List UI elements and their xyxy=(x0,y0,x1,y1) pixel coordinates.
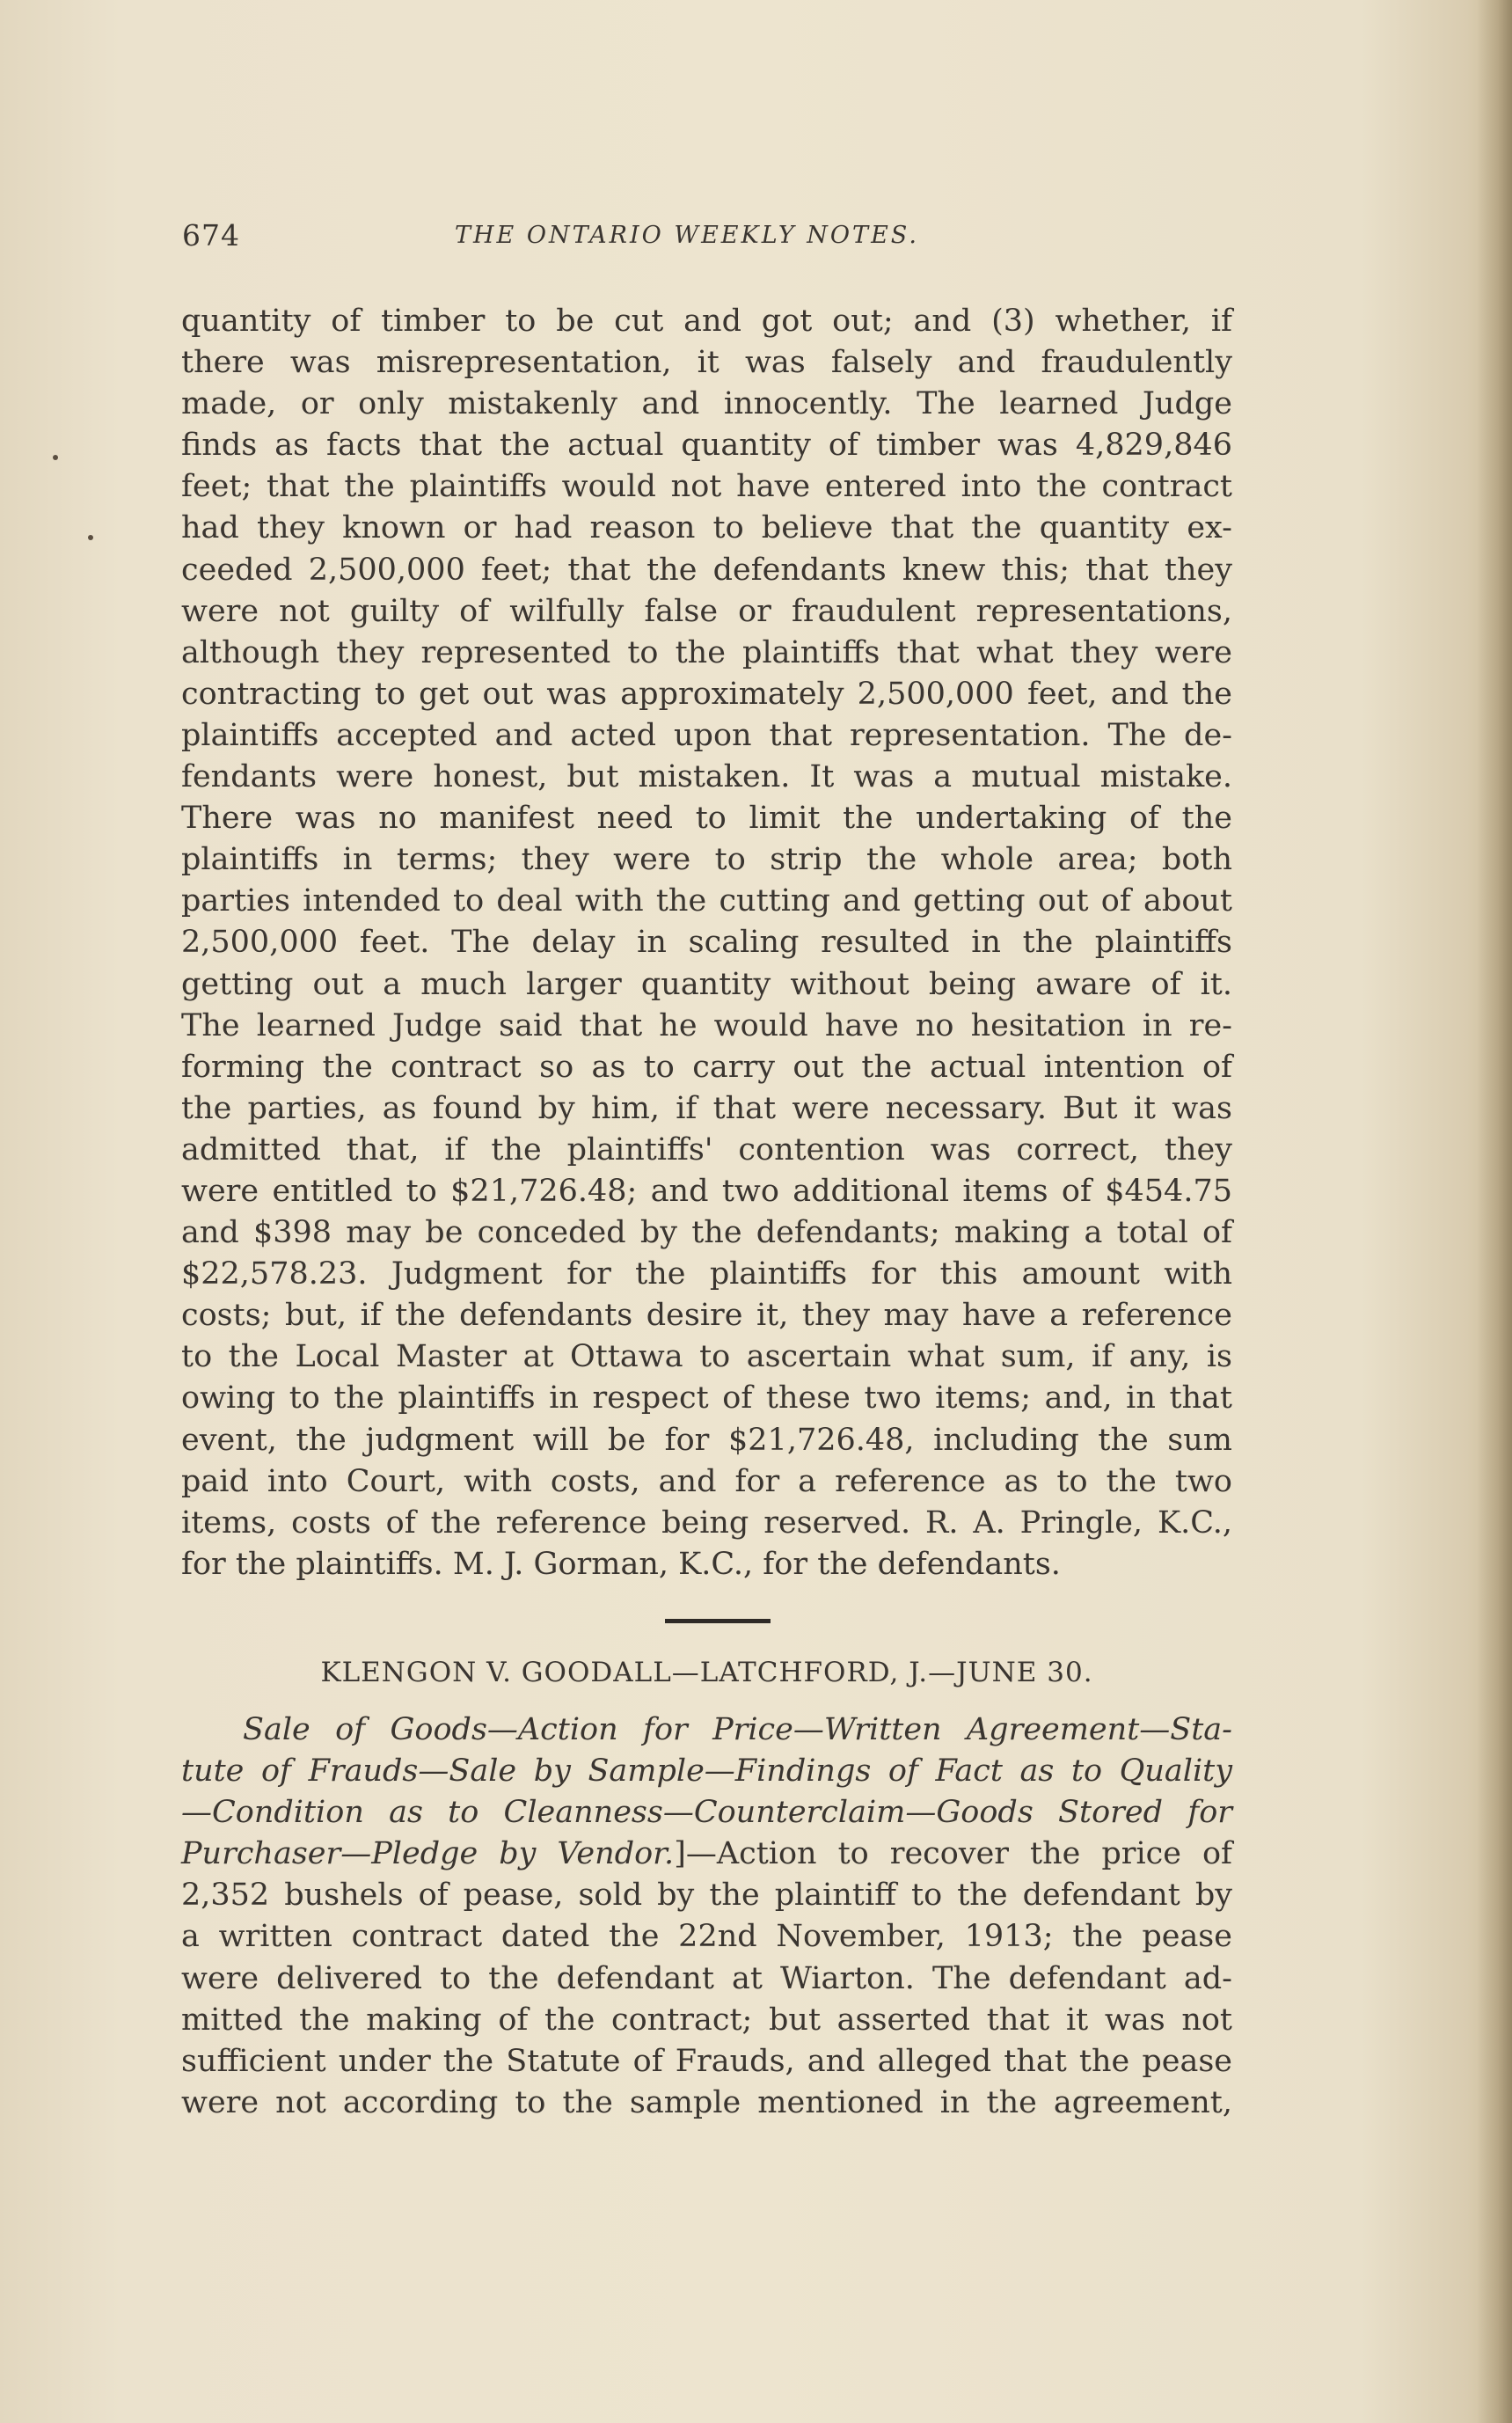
text-line: owing to the plaintiffs in respect of these two items; and, in that xyxy=(181,1380,1232,1416)
text-line: the parties, as found by him, if that were necessary. But it was xyxy=(181,1090,1232,1126)
case-roman-text: 2,352 bushels of pease, sold by the plaintiff to the defendant by xyxy=(181,1878,1232,1914)
text-line: plaintiffs in terms; they were to strip the whole area; both xyxy=(181,842,1232,878)
text-line: were not guilty of wilfully false or fraudulent representations, xyxy=(181,593,1232,629)
case-heading: KLENGON V. GOODALL—LATCHFORD, J.—JUNE 30. xyxy=(320,1657,1093,1688)
case-text-line xyxy=(181,1751,1232,1792)
text-line: there was misrepresentation, it was falsely and fraudulently xyxy=(181,345,1232,381)
text-line: for the plaintiffs. M. J. Gorman, K.C., for the defendants. xyxy=(181,1546,1061,1582)
text-line: parties intended to deal with the cutting and getting out of about xyxy=(181,883,1232,919)
case-roman-text: sufficient under the Statute of Frauds, and alleged that the pease xyxy=(181,2043,1232,2079)
text-line: 2,500,000 feet. The delay in scaling resulted in the plaintiffs xyxy=(181,925,1232,961)
text-line: and $398 may be conceded by the defendants; making a total of xyxy=(181,1215,1232,1251)
case-roman-text: a written contract dated the 22nd November, 1913; the pease xyxy=(181,1919,1232,1955)
case-text-line xyxy=(181,1792,1232,1834)
text-line: although they represented to the plaintiffs that what they were xyxy=(181,634,1232,670)
text-line: to the Local Master at Ottawa to ascertain what sum, if any, is xyxy=(181,1339,1232,1375)
catchword-text: Sale of Goods—Action for Price—Written Agreement—Sta- xyxy=(243,1712,1232,1747)
case-text-line xyxy=(181,1958,1232,2000)
page-header xyxy=(182,218,1238,262)
case-roman-text: mitted the making of the contract; but asserted that it was not xyxy=(181,2002,1232,2038)
text-line: feet; that the plaintiffs would not have entered into the contract xyxy=(181,469,1232,505)
text-line: costs; but, if the defendants desire it, they may have a reference xyxy=(181,1298,1232,1334)
case-text-line xyxy=(181,1834,1232,1875)
case-roman-text: were not according to the sample mentioned in the agreement, xyxy=(181,2084,1232,2120)
catchword-text: —Condition as to Cleanness—Counterclaim—Goods Stored for xyxy=(181,1795,1232,1831)
page-edge-shadow xyxy=(1477,0,1512,2423)
running-head: THE ONTARIO WEEKLY NOTES. xyxy=(455,222,919,249)
text-line: made, or only mistakenly and innocently. The learned Judge xyxy=(181,386,1232,422)
text-line: plaintiffs accepted and acted upon that representation. The de- xyxy=(181,717,1232,753)
text-line: quantity of timber to be cut and got out; and (3) whether, if xyxy=(181,304,1232,339)
text-line: finds as facts that the actual quantity of timber was 4,829,846 xyxy=(181,428,1232,464)
section-divider xyxy=(665,1619,771,1623)
text-line: $22,578.23. Judgment for the plaintiffs for this amount with xyxy=(181,1256,1232,1292)
case-text-line xyxy=(181,2041,1232,2083)
case-paragraph xyxy=(181,1709,1232,2124)
text-line: ceeded 2,500,000 feet; that the defendants knew this; that they xyxy=(181,552,1232,588)
text-line: had they known or had reason to believe that the quantity ex- xyxy=(181,510,1232,546)
case-text-line xyxy=(181,2083,1232,2124)
text-line: items, costs of the reference being reserved. R. A. Pringle, K.C., xyxy=(181,1504,1232,1541)
text-line: fendants were honest, but mistaken. It was a mutual mistake. xyxy=(181,759,1232,795)
paper-speck xyxy=(88,535,93,540)
text-line: contracting to get out was approximately 2,500,000 feet, and the xyxy=(181,676,1232,712)
text-line: admitted that, if the plaintiffs' contention was correct, they xyxy=(181,1131,1232,1168)
page-number: 674 xyxy=(182,218,240,253)
paper-speck xyxy=(53,455,58,460)
case-roman-text: were delivered to the defendant at Wiarton. The defendant ad- xyxy=(181,1960,1232,1996)
text-line: forming the contract so as to carry out the actual intention of xyxy=(181,1049,1232,1085)
text-line: There was no manifest need to limit the undertaking of the xyxy=(181,801,1232,837)
catchword-text: tute of Frauds—Sale by Sample—Findings of Fact as to Quality xyxy=(181,1753,1232,1790)
text-line: event, the judgment will be for $21,726.48, including the sum xyxy=(181,1422,1232,1458)
case-roman-text: ]—Action to recover the price of xyxy=(674,1836,1232,1872)
text-line: paid into Court, with costs, and for a reference as to the two xyxy=(181,1463,1232,1499)
text-line: The learned Judge said that he would have no hesitation in re- xyxy=(181,1007,1232,1043)
case-text-line xyxy=(181,1709,1232,1751)
catchword-text: Purchaser—Pledge by Vendor. xyxy=(181,1836,675,1872)
body-paragraph xyxy=(181,301,1232,1585)
text-line: were entitled to $21,726.48; and two additional items of $454.75 xyxy=(181,1173,1232,1209)
case-text-line xyxy=(181,2000,1232,2041)
case-text-line xyxy=(181,1916,1232,1958)
case-text-line xyxy=(181,1875,1232,1916)
text-line: getting out a much larger quantity without being aware of it. xyxy=(181,966,1232,1002)
